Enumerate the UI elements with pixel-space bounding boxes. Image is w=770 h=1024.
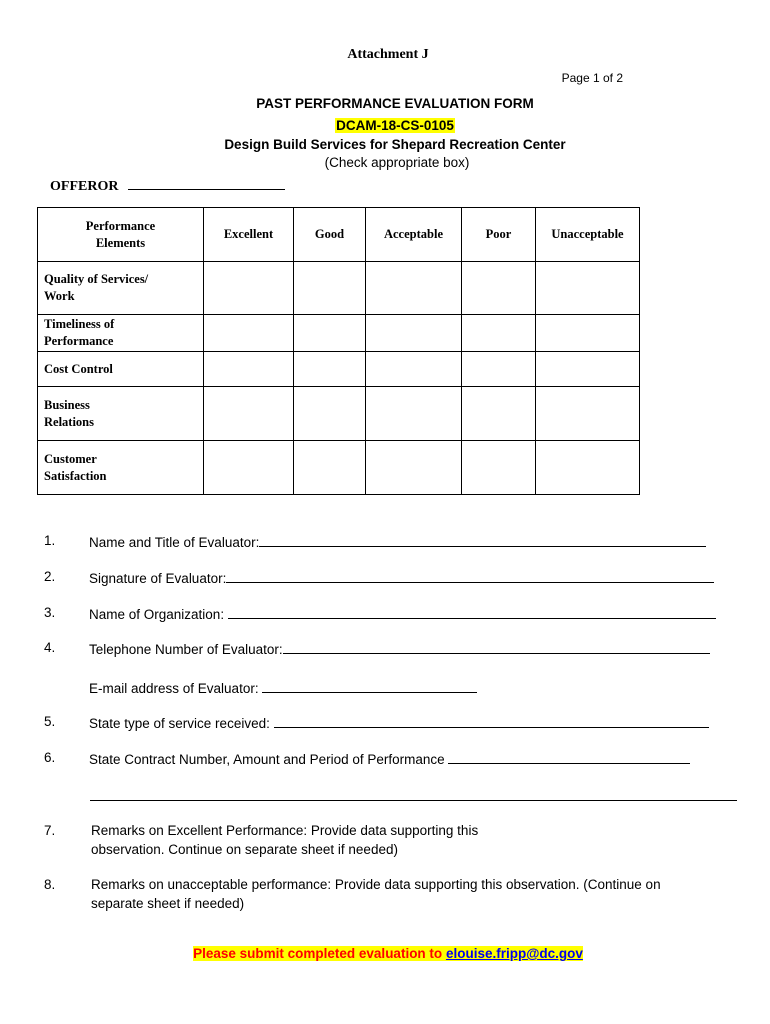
row-label-cost-control bbox=[38, 352, 204, 387]
table-header-row bbox=[38, 208, 640, 262]
header-line-1: Performance bbox=[85, 218, 156, 233]
offeror-input-line[interactable] bbox=[128, 177, 285, 190]
row-label-line: Timeliness of bbox=[44, 317, 115, 331]
footer-message: Please submit completed evaluation to bbox=[193, 946, 446, 961]
row-label-timeliness bbox=[38, 315, 204, 352]
question-number: 4. bbox=[44, 640, 56, 655]
check-instruction: (Check appropriate box) bbox=[324, 155, 470, 170]
question-label: State Contract Number, Amount and Period of Performance bbox=[89, 750, 690, 767]
offeror-label: OFFEROR bbox=[50, 179, 119, 194]
row-label-line: Work bbox=[44, 289, 75, 303]
checkbox-cell-excellent[interactable] bbox=[204, 387, 294, 441]
checkbox-cell-acceptable[interactable] bbox=[366, 315, 462, 352]
question-label: Name and Title of Evaluator: bbox=[89, 533, 706, 550]
checkbox-cell-acceptable[interactable] bbox=[366, 387, 462, 441]
row-label-business-relations bbox=[38, 387, 204, 441]
service-type-line[interactable] bbox=[274, 714, 709, 728]
header-line-2: Elements bbox=[95, 235, 146, 250]
header-good: Good bbox=[294, 208, 366, 262]
checkbox-cell-unacceptable[interactable] bbox=[536, 387, 640, 441]
question-number: 5. bbox=[44, 714, 56, 729]
project-subtitle: Design Build Services for Shepard Recreation Center bbox=[224, 137, 566, 152]
row-label-line: Satisfaction bbox=[44, 468, 107, 483]
question-number: 7. bbox=[44, 823, 56, 838]
checkbox-cell-good[interactable] bbox=[294, 262, 366, 315]
checkbox-cell-acceptable[interactable] bbox=[366, 262, 462, 315]
question-number: 3. bbox=[44, 605, 56, 620]
checkbox-cell-good[interactable] bbox=[294, 352, 366, 387]
evaluation-table bbox=[37, 207, 640, 495]
question-label bbox=[91, 875, 661, 913]
organization-line[interactable] bbox=[228, 605, 716, 619]
table-row bbox=[38, 315, 640, 352]
header-acceptable: Acceptable bbox=[366, 208, 462, 262]
submission-footer bbox=[0, 946, 770, 961]
header-unacceptable: Unacceptable bbox=[536, 208, 640, 262]
contract-number-line[interactable] bbox=[448, 750, 690, 764]
question-number: 1. bbox=[44, 533, 56, 548]
question-line: Remarks on Excellent Performance: Provide data supporting this bbox=[91, 823, 479, 838]
solicitation-code: DCAM-18-CS-0105 bbox=[336, 118, 454, 133]
question-label: Signature of Evaluator: bbox=[89, 569, 714, 586]
checkbox-cell-good[interactable] bbox=[294, 441, 366, 495]
evaluator-signature-line[interactable] bbox=[226, 569, 714, 583]
row-label-line: Customer bbox=[44, 451, 97, 466]
checkbox-cell-unacceptable[interactable] bbox=[536, 262, 640, 315]
row-label-line: Business bbox=[44, 397, 90, 412]
checkbox-cell-excellent[interactable] bbox=[204, 441, 294, 495]
solicitation-code-wrap bbox=[0, 117, 770, 135]
checkbox-cell-unacceptable[interactable] bbox=[536, 315, 640, 352]
question-number: 2. bbox=[44, 569, 56, 584]
checkbox-cell-unacceptable[interactable] bbox=[536, 352, 640, 387]
contract-continuation-line[interactable] bbox=[90, 800, 737, 801]
form-title: PAST PERFORMANCE EVALUATION FORM bbox=[256, 96, 534, 111]
question-label: State type of service received: bbox=[89, 714, 709, 731]
header-performance-elements bbox=[38, 208, 204, 262]
checkbox-cell-good[interactable] bbox=[294, 387, 366, 441]
checkbox-cell-poor[interactable] bbox=[462, 262, 536, 315]
row-label-line: Cost Control bbox=[44, 361, 113, 376]
question-line: separate sheet if needed) bbox=[91, 896, 245, 911]
question-line: observation. Continue on separate sheet if needed) bbox=[91, 842, 398, 857]
table-row bbox=[38, 387, 640, 441]
header-excellent: Excellent bbox=[204, 208, 294, 262]
checkbox-cell-poor[interactable] bbox=[462, 315, 536, 352]
checkbox-cell-excellent[interactable] bbox=[204, 315, 294, 352]
checkbox-cell-poor[interactable] bbox=[462, 441, 536, 495]
checkbox-cell-unacceptable[interactable] bbox=[536, 441, 640, 495]
table-row bbox=[38, 352, 640, 387]
checkbox-cell-acceptable[interactable] bbox=[366, 441, 462, 495]
row-label-customer-satisfaction bbox=[38, 441, 204, 495]
header-poor: Poor bbox=[462, 208, 536, 262]
telephone-line[interactable] bbox=[283, 640, 710, 654]
question-line: Remarks on unacceptable performance: Provide data supporting this observation. (Continue on bbox=[91, 877, 661, 892]
checkbox-cell-acceptable[interactable] bbox=[366, 352, 462, 387]
question-label: Telephone Number of Evaluator: bbox=[89, 640, 710, 657]
question-label: E-mail address of Evaluator: bbox=[89, 679, 477, 696]
checkbox-cell-poor[interactable] bbox=[462, 352, 536, 387]
checkbox-cell-poor[interactable] bbox=[462, 387, 536, 441]
table-row bbox=[38, 441, 640, 495]
checkbox-cell-excellent[interactable] bbox=[204, 262, 294, 315]
question-number: 6. bbox=[44, 750, 56, 765]
question-label bbox=[91, 821, 478, 859]
row-label-quality bbox=[38, 262, 204, 315]
row-label-line: Quality of Services/ bbox=[44, 272, 149, 286]
evaluator-name-line[interactable] bbox=[259, 533, 706, 547]
email-line[interactable] bbox=[262, 679, 477, 693]
checkbox-cell-good[interactable] bbox=[294, 315, 366, 352]
table-row bbox=[38, 262, 640, 315]
page-number: Page 1 of 2 bbox=[561, 71, 623, 85]
attachment-label: Attachment J bbox=[347, 47, 429, 62]
row-label-line: Relations bbox=[44, 414, 94, 429]
row-label-line: Performance bbox=[44, 334, 114, 348]
footer-email-link[interactable]: elouise.fripp@dc.gov bbox=[445, 946, 583, 961]
question-label: Name of Organization: bbox=[89, 605, 716, 622]
question-number: 8. bbox=[44, 877, 56, 892]
checkbox-cell-excellent[interactable] bbox=[204, 352, 294, 387]
offeror-field bbox=[50, 177, 285, 195]
